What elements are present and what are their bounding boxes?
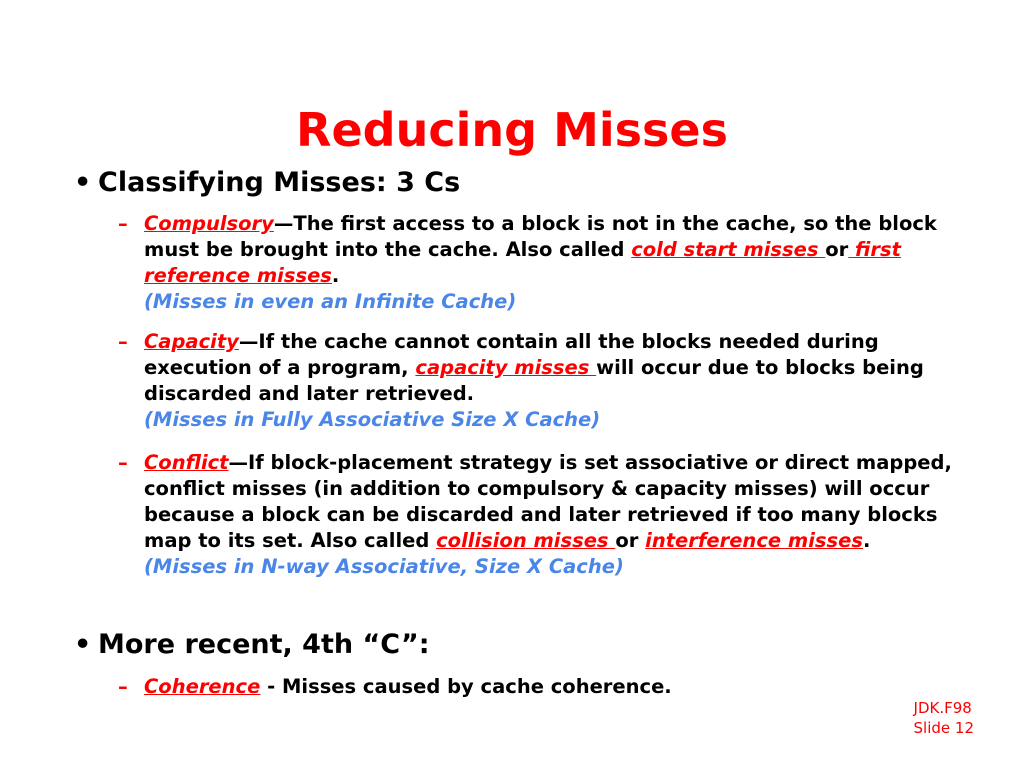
term-interference-misses: interference misses <box>645 529 863 552</box>
em-dash: — <box>238 330 259 353</box>
dash: – <box>118 451 128 474</box>
slide-title: Reducing Misses <box>296 103 728 157</box>
bullet-text: More recent, 4th “C”: <box>98 629 430 660</box>
note-capacity: (Misses in Fully Associative Size X Cache) <box>144 408 601 431</box>
definition-text: If the cache cannot contain all the blocks needed during execution of a program, <box>144 330 879 379</box>
term-conflict: Conflict <box>144 451 229 474</box>
bullet-text: Classifying Misses: 3 Cs <box>98 167 461 198</box>
period: . <box>862 529 871 552</box>
em-dash: — <box>228 451 249 474</box>
bullet-dot: • <box>74 629 92 660</box>
connector-or: or <box>825 238 849 261</box>
connector-or: or <box>615 529 646 552</box>
note-compulsory: (Misses in even an Infinite Cache) <box>144 290 517 313</box>
term-capacity-misses: capacity misses <box>415 356 597 379</box>
subitem-text <box>144 450 962 580</box>
bullet-dot: • <box>74 167 92 198</box>
definition-text: If block-placement strategy is set associative or direct mapped, conflict misses (in addition to compulsory & capacity misses) will occur because a block can be discarded and later retrieved if too many blocks map to its set. Also called <box>144 451 952 552</box>
footer-slide-number: Slide 12 <box>913 719 974 737</box>
em-dash: — <box>273 212 294 235</box>
term-compulsory: Compulsory <box>144 212 274 235</box>
dash: – <box>118 212 128 235</box>
definition-text: - Misses caused by cache coherence. <box>260 675 672 698</box>
dash: – <box>118 330 128 353</box>
term-cold-start-misses: cold start misses <box>631 238 826 261</box>
definition-text: The first access to a block is not in the cache, so the block must be brought into the cache. Also called <box>144 212 937 261</box>
subitem-text <box>144 211 962 315</box>
footer-course-id: JDK.F98 <box>913 699 972 717</box>
dash: – <box>118 675 128 698</box>
subitem-text <box>144 329 962 433</box>
term-capacity: Capacity <box>144 330 239 353</box>
term-coherence: Coherence <box>144 675 261 698</box>
subitem-text <box>144 674 962 700</box>
period: . <box>331 264 340 287</box>
note-conflict: (Misses in N-way Associative, Size X Cache) <box>144 555 624 578</box>
definition-text-cont: will occur due to blocks being discarded and later retrieved. <box>144 356 924 405</box>
slide-footer <box>914 698 974 738</box>
term-collision-misses: collision misses <box>436 529 616 552</box>
term-first-reference-misses: first reference misses <box>144 238 901 287</box>
